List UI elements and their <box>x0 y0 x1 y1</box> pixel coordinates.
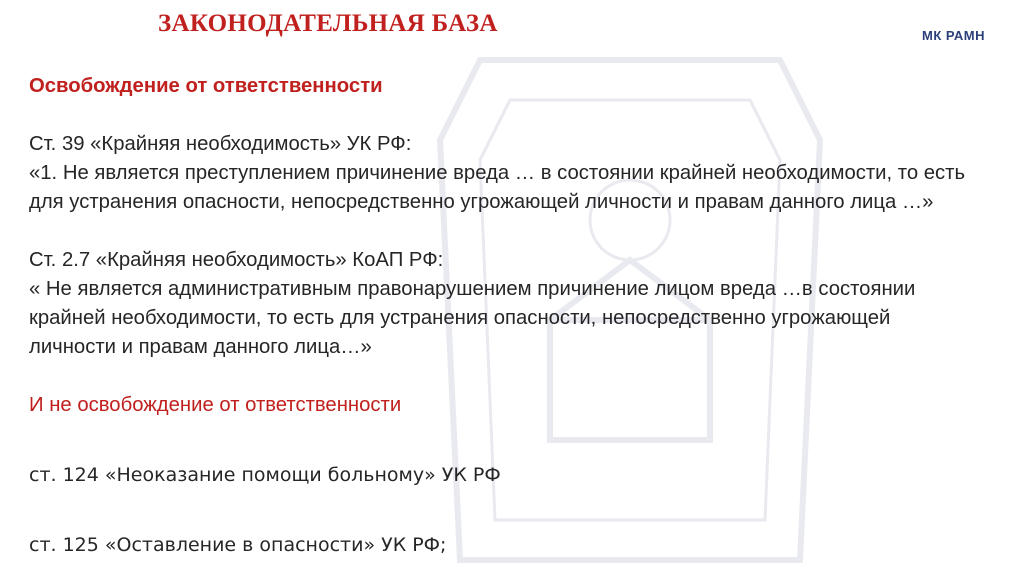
slide-content <box>29 72 999 560</box>
art27-line: крайней необходимости, то есть для устранения опасности, непосредственно угрожающей <box>29 307 891 329</box>
art39-line: «1. Не является преступлением причинение вреда … в состоянии крайней необходимости, то есть <box>29 162 966 184</box>
spacer <box>29 420 999 449</box>
art125-line: ст. 125 «Оставление в опасности» УК РФ; <box>29 534 447 556</box>
spacer <box>29 490 999 519</box>
logo-text: МК РАМН <box>922 28 986 43</box>
page-title: ЗАКОНОДАТЕЛЬНАЯ БАЗА <box>158 10 498 37</box>
spacer <box>29 217 999 246</box>
art27-title: Ст. 2.7 «Крайняя необходимость» КоАП РФ: <box>29 249 444 271</box>
art39-line: для устранения опасности, непосредственно угрожающей личности и правам данного лица …» <box>29 191 934 213</box>
art124-line: ст. 124 «Неоказание помощи больному» УК РФ <box>29 464 501 486</box>
spacer <box>29 362 999 391</box>
art27-line: личности и правам данного лица…» <box>29 336 372 358</box>
section-heading-no-exemption: И не освобождение от ответственности <box>29 394 402 416</box>
art39-title: Ст. 39 «Крайняя необходимость» УК РФ: <box>29 133 412 155</box>
section-heading-exemption: Освобождение от ответственности <box>29 75 383 97</box>
art27-line: « Не является административным правонарушением причинение лицом вреда …в состоянии <box>29 278 916 300</box>
spacer <box>29 101 999 130</box>
